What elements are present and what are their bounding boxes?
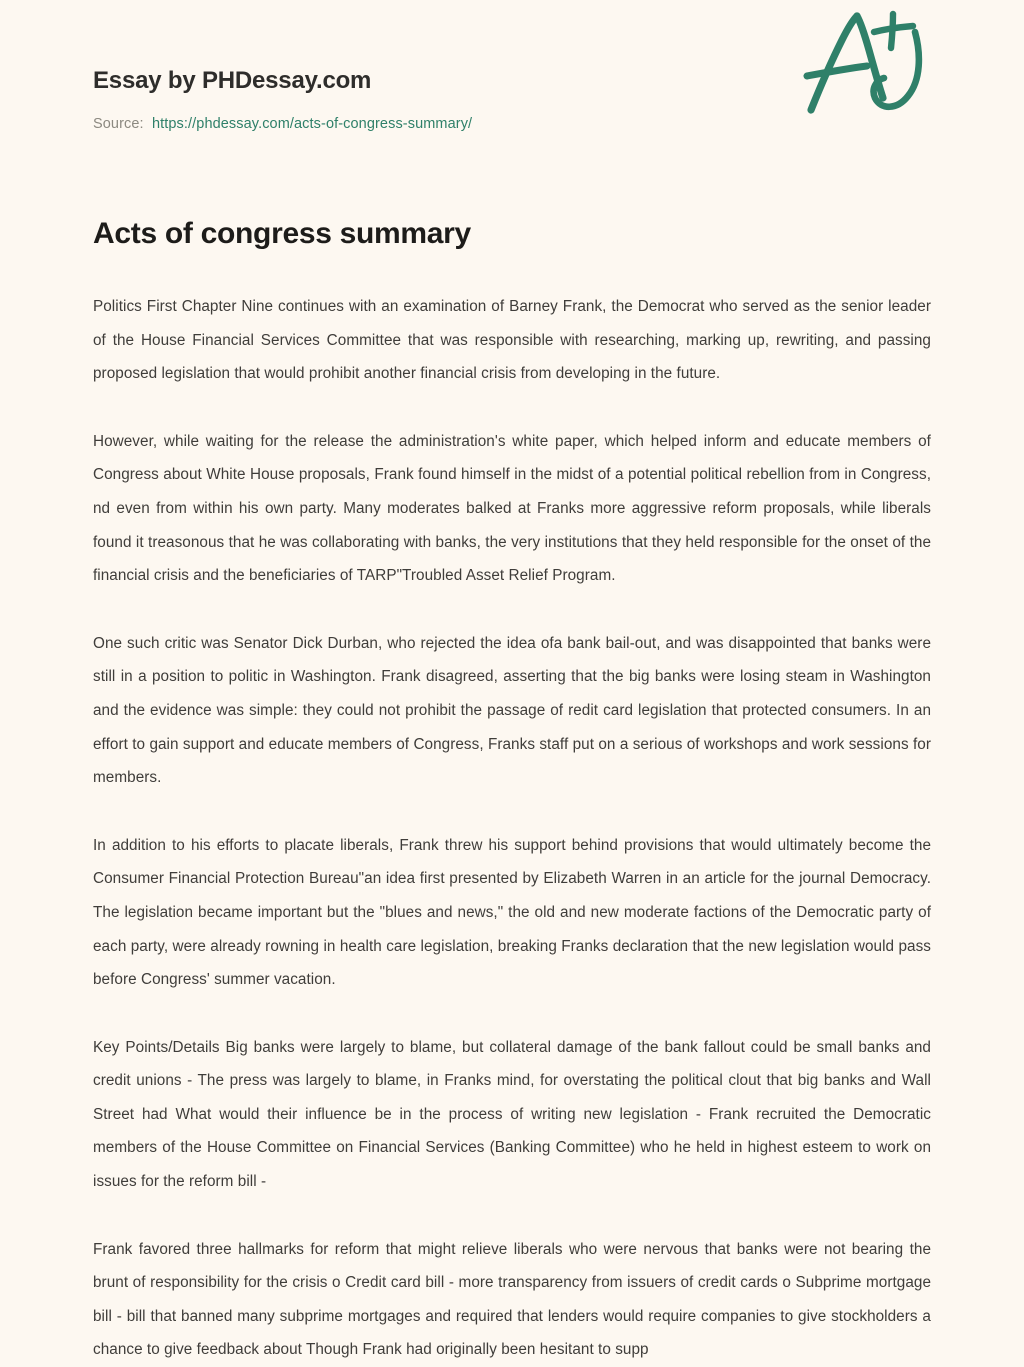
essay-paragraph: One such critic was Senator Dick Durban, who rejected the idea ofa bank bail-out, and was disappointed that banks were still in a position to politic in Washington. Frank disagreed, asserting that the big banks were losing steam in Washington and the evidence was simple: they could not prohibit the passage of redit card legislation that protected consumers. In an effort to gain support and educate members of Congress, Franks staff put on a serious of workshops and work sessions for members. (93, 634, 931, 787)
page-title: Acts of congress summary (93, 217, 471, 250)
phdessay-a-plus-logo[interactable] (789, 0, 939, 128)
source-label: Source: (93, 116, 144, 132)
essay-paragraph: Politics First Chapter Nine continues with an examination of Barney Frank, the Democrat who served as the senior leader of the House Financial Services Committee that was responsible with researching, marking up, rewriting, and passing proposed legislation that would prohibit another financial crisis from developing in the future. (93, 298, 931, 383)
a-plus-icon (789, 0, 939, 128)
page-header (93, 0, 931, 132)
brand-title: Essay by PHDessay.com (93, 67, 372, 94)
essay-body (93, 290, 931, 1367)
essay-paragraph: In addition to his efforts to placate liberals, Frank threw his support behind provisions that would ultimately become the Consumer Financial Protection Bureau"an idea first presented by Elizabeth Warren in an article for the journal Democracy. The legislation became important but the "blues and news," the old and new moderate factions of the Democratic party of each party, were already rowning in health care legislation, breaking Franks declaration that the new legislation would pass before Congress' summer vacation. (93, 836, 931, 989)
essay-paragraph: Frank favored three hallmarks for reform that might relieve liberals who were nervous that banks were not bearing the brunt of responsibility for the crisis o Credit card bill - more transparency from issuers of credit cards o Subprime mortgage bill - bill that banned many subprime mortgages and required that lenders would require companies to give stockholders a chance to give feedback about Though Frank had originally been hesitant to supp (93, 1240, 931, 1359)
source-url-link[interactable]: https://phdessay.com/acts-of-congress-summary/ (151, 116, 473, 132)
essay-paragraph: However, while waiting for the release the administration's white paper, which helped inform and educate members of Congress about White House proposals, Frank found himself in the midst of a potential political rebellion from in Congress, nd even from within his own party. Many moderates balked at Franks more aggressive reform proposals, while liberals found it treasonous that he was collaborating with banks, the very institutions that they held responsible for the onset of the financial crisis and the beneficiaries of TARP"Troubled Asset Relief Program. (93, 432, 931, 585)
essay-paragraph: Key Points/Details Big banks were largely to blame, but collateral damage of the bank fallout could be small banks and credit unions - The press was largely to blame, in Franks mind, for overstating the political clout that big banks and Wall Street had What would their influence be in the process of writing new legislation - Frank recruited the Democratic members of the House Committee on Financial Services (Banking Committee) who he held in highest esteem to work on issues for the reform bill - (93, 1038, 931, 1191)
